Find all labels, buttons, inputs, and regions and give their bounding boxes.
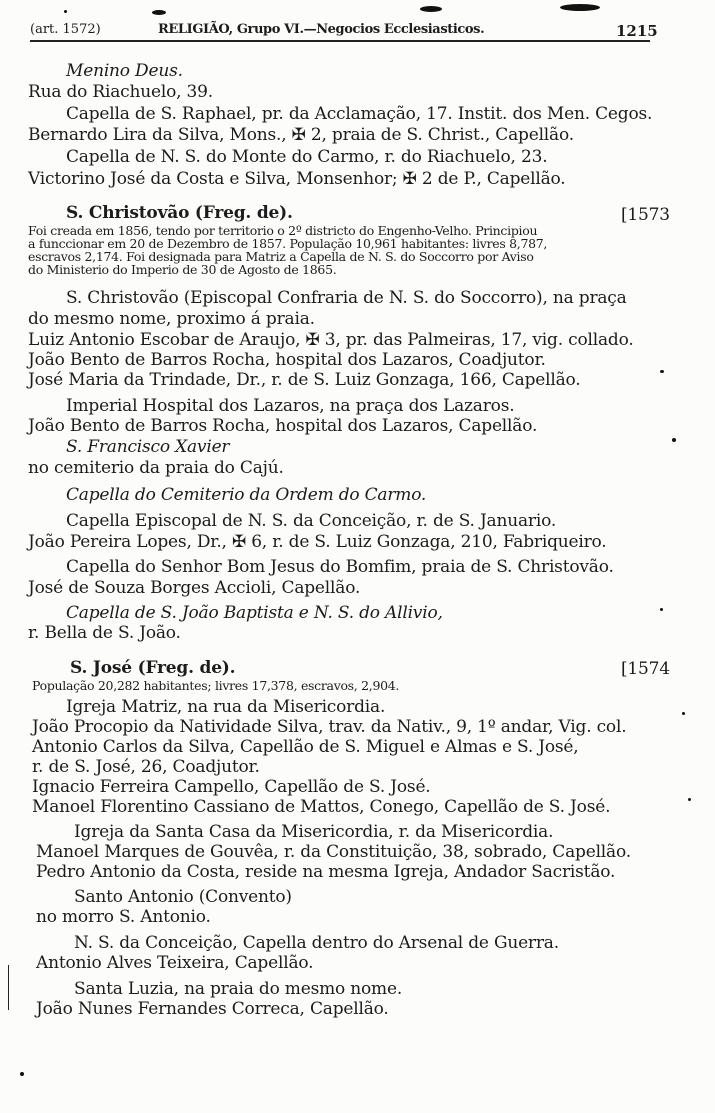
text-line: Capella de N. S. do Monte do Carmo, r. do Riachuelo, 23. xyxy=(66,147,548,167)
text-line: a funccionar em 20 de Dezembro de 1857. População 10,961 habitantes: livres 8,787, xyxy=(28,236,548,251)
ink-speck xyxy=(688,798,691,801)
text-line: Capella de S. João Baptista e N. S. do Allivio, xyxy=(66,603,443,623)
text-line: Foi creada em 1856, tendo por territorio o 2º districto do Engenho-Velho. Principiou xyxy=(28,223,538,238)
text-line: Manoel Marques de Gouvêa, r. da Constituição, 38, sobrado, Capellão. xyxy=(36,842,631,862)
text-line: Rua do Riachuelo, 39. xyxy=(28,82,213,102)
text-line: Antonio Carlos da Silva, Capellão de S. Miguel e Almas e S. José, xyxy=(32,737,579,757)
text-line: r. de S. José, 26, Coadjutor. xyxy=(32,757,260,777)
text-line: Menino Deus. xyxy=(66,61,183,81)
ink-speck xyxy=(660,608,663,611)
text-line: Capella de S. Raphael, pr. da Acclamação, 17. Instit. dos Men. Cegos. xyxy=(66,104,653,124)
text-line: Antonio Alves Teixeira, Capellão. xyxy=(36,953,314,973)
text-line: no cemiterio da praia do Cajú. xyxy=(28,458,284,478)
text-line: S. Christovão (Freg. de). xyxy=(66,203,293,223)
header-section-title: RELIGIÃO, Grupo VI.—Negocios Ecclesiasticos. xyxy=(158,22,485,37)
text-line: João Nunes Fernandes Correca, Capellão. xyxy=(36,999,389,1019)
text-line: Capella do Cemiterio da Ordem do Carmo. xyxy=(66,485,427,505)
header-page-number: 1215 xyxy=(616,22,658,40)
text-line: João Pereira Lopes, Dr., ✠ 6, r. de S. Luiz Gonzaga, 210, Fabriqueiro. xyxy=(28,532,607,552)
text-line: Capella do Senhor Bom Jesus do Bomfim, praia de S. Christovão. xyxy=(66,557,614,577)
text-line: Manoel Florentino Cassiano de Mattos, Conego, Capellão de S. José. xyxy=(32,797,611,817)
header-article-ref: (art. 1572) xyxy=(30,22,101,37)
text-line: no morro S. Antonio. xyxy=(36,907,211,927)
ink-speck xyxy=(660,370,664,373)
ink-speck xyxy=(64,10,67,13)
text-line: escravos 2,174. Foi designada para Matriz a Capella de N. S. do Soccorro por Aviso xyxy=(28,249,534,264)
text-line: José de Souza Borges Accioli, Capellão. xyxy=(28,578,361,598)
ink-speck xyxy=(682,712,685,715)
text-line: S. Christovão (Episcopal Confraria de N. S. do Soccorro), na praça xyxy=(66,288,627,308)
text-line: José Maria da Trindade, Dr., r. de S. Luiz Gonzaga, 166, Capellão. xyxy=(28,370,581,390)
text-line: Igreja da Santa Casa da Misericordia, r. da Misericordia. xyxy=(74,822,554,842)
text-line: N. S. da Conceição, Capella dentro do Arsenal de Guerra. xyxy=(74,933,559,953)
ink-speck xyxy=(152,10,166,15)
text-line: Victorino José da Costa e Silva, Monsenhor; ✠ 2 de P., Capellão. xyxy=(28,169,566,189)
text-line: João Bento de Barros Rocha, hospital dos Lazaros, Capellão. xyxy=(28,416,538,436)
ink-speck xyxy=(420,6,442,12)
text-line: João Bento de Barros Rocha, hospital dos Lazaros, Coadjutor. xyxy=(28,350,546,370)
text-line: do mesmo nome, proximo á praia. xyxy=(28,309,315,329)
text-line: João Procopio da Natividade Silva, trav. da Nativ., 9, 1º andar, Vig. col. xyxy=(32,717,627,737)
text-line: [1574 xyxy=(621,659,670,679)
text-line: Santa Luzia, na praia do mesmo nome. xyxy=(74,979,403,999)
text-line: Imperial Hospital dos Lazaros, na praça dos Lazaros. xyxy=(66,396,515,416)
text-line: r. Bella de S. João. xyxy=(28,623,181,643)
ink-speck xyxy=(20,1072,24,1076)
text-line: Capella Episcopal de N. S. da Conceição, r. de S. Januario. xyxy=(66,511,557,531)
text-line: do Ministerio do Imperio de 30 de Agosto de 1865. xyxy=(28,262,337,277)
text-line: Santo Antonio (Convento) xyxy=(74,887,292,907)
text-line: S. Francisco Xavier xyxy=(66,437,230,457)
margin-stroke xyxy=(8,965,9,1010)
text-line: Ignacio Ferreira Campello, Capellão de S. José. xyxy=(32,777,431,797)
text-line: [1573 xyxy=(621,205,670,225)
text-line: S. José (Freg. de). xyxy=(70,658,236,678)
text-line: Bernardo Lira da Silva, Mons., ✠ 2, praia de S. Christ., Capellão. xyxy=(28,125,574,145)
text-line: Pedro Antonio da Costa, reside na mesma Igreja, Andador Sacristão. xyxy=(36,862,616,882)
ink-speck xyxy=(672,438,676,442)
header-rule xyxy=(30,40,650,42)
running-header xyxy=(30,18,658,40)
text-line: Luiz Antonio Escobar de Araujo, ✠ 3, pr. das Palmeiras, 17, vig. collado. xyxy=(28,330,634,350)
text-line: População 20,282 habitantes; livres 17,378, escravos, 2,904. xyxy=(32,678,400,693)
text-line: Igreja Matriz, na rua da Misericordia. xyxy=(66,697,386,717)
ink-speck xyxy=(560,4,600,11)
